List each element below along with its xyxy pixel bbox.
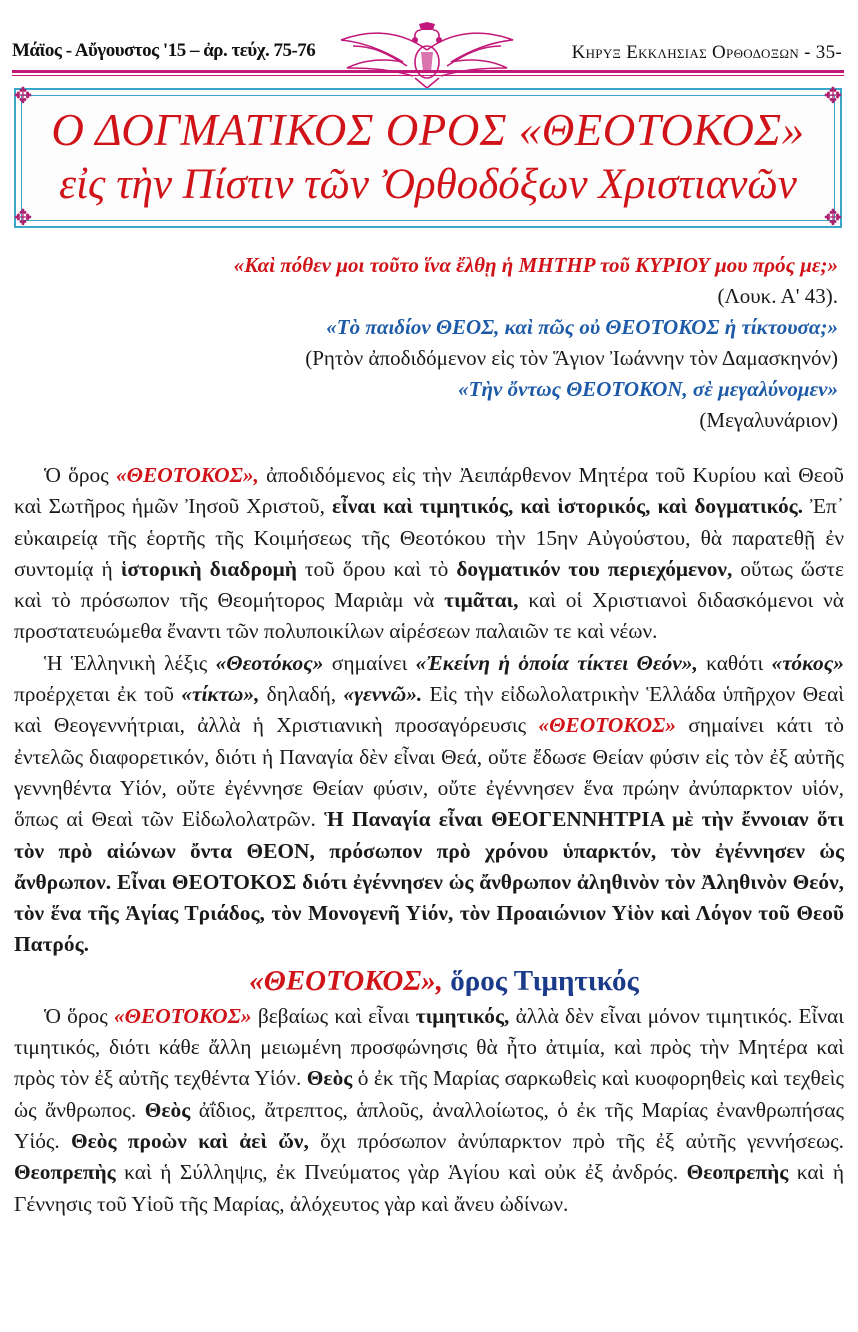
text-run: δηλαδή,: [259, 682, 344, 707]
text-run: τοῦ ὅρου καὶ τὸ: [296, 556, 457, 581]
header-rule: [12, 70, 844, 73]
text-run: ὄχι πρόσωπον ἀνύπαρκτον πρὸ τῆς ἐξ αὐτῆς γεννήσεως.: [308, 1128, 844, 1153]
emphasis-bold-italic: «τίκτω»,: [181, 682, 260, 707]
text-run: Ἐπ᾽ εὐκαιρείᾳ τῆς ἑορτῆς τῆς Κοιμήσεως τῆς Θεοτόκου τὴν 15ην Αὐγούστου, θὰ παρατεθῇ ἐν συντομίᾳ ἡ: [14, 494, 844, 581]
epigraph-quotes: [18, 250, 838, 436]
article-subtitle: εἰς τὴν Πίστιν τῶν Ὀρθοδόξων Χριστιανῶν: [59, 161, 797, 208]
quote-reference: (Ρητὸν ἀποδιδόμενον εἰς τὸν Ἅγιον Ἰωάννην τὸν Δαμασκηνόν): [305, 346, 838, 370]
section-heading-blue: ὅρος Τιμητικός: [442, 964, 639, 997]
text-run: ἀΐδιος, ἄτρεπτος, ἁπλοῦς, ἀναλλοίωτος, ὁ ἐκ τῆς Μαρίας ἐνανθρωπήσας Υἱός.: [14, 1097, 845, 1153]
emphasis-bold: Θεοπρεπὴς: [14, 1160, 116, 1185]
text-run: ὁ ἐκ τῆς Μαρίας σαρκωθεὶς καὶ κυοφορηθεὶς καὶ τεχθεὶς ὡς ἄνθρωπος.: [14, 1066, 844, 1122]
section-heading-red: «ΘΕΟΤΟΚΟΣ»,: [249, 964, 443, 997]
emphasis-bold-italic: «Θεοτόκος»: [215, 650, 324, 675]
emphasis-bold: Θεὸς προὼν καὶ ἀεὶ ὤν,: [71, 1128, 309, 1153]
quote-luke: «Καὶ πόθεν μοι τοῦτο ἵνα ἔλθῃ ἡ ΜΗΤΗΡ τοῦ ΚΥΡΙΟΥ μου πρός με;»: [233, 253, 838, 277]
double-headed-eagle-emblem: [333, 22, 521, 92]
text-run: Ἡ Ἑλληνικὴ λέξις: [44, 650, 216, 675]
text-run: βεβαίως καὶ εἶναι: [251, 1003, 416, 1028]
emphasis-bold: εἶναι καὶ τιμητικός, καὶ ἱστορικός, καὶ δογματικός.: [331, 494, 804, 519]
text-run: καθότι: [697, 650, 772, 675]
section-heading: [14, 961, 844, 1001]
paragraph-3: [14, 1001, 844, 1220]
emphasis-bold: Θεὸς: [306, 1066, 353, 1091]
text-run: Εἰς τὴν εἰδωλολατρικὴν Ἑλλάδα ὑπῆρχον Θεαὶ καὶ Θεογεννήτριαι, ἀλλὰ ἡ Χριστιανικὴ προσαγόρευσις: [14, 682, 845, 738]
corner-ornament-icon: ✥: [823, 206, 843, 231]
quote-damascene: «Τὸ παιδίον ΘΕΟΣ, καὶ πῶς οὐ ΘΕΟΤΟΚΟΣ ἡ τίκτουσα;»: [326, 315, 838, 339]
text-run: καὶ οἱ Χριστιανοὶ διδασκόμενοι νὰ προστατευώμεθα ἔναντι τῶν πολυποικίλων αἱρέσεων παλαιῶν τε καὶ νέων.: [14, 588, 844, 644]
article-body: [14, 460, 844, 1220]
text-run: Ὁ ὅρος: [44, 1003, 114, 1028]
emphasis-bold-italic: «γεννῶ».: [343, 682, 423, 707]
emphasis-bold: τιμητικός,: [415, 1003, 510, 1028]
text-run: ἀλλὰ δὲν εἶναι μόνον τιμητικός. Εἶναι τιμητικός, διότι κάθε ἄλλη μειωμένη προσφώνησις θὰ ἦτο ἀτιμία, καὶ πρὸς τὴν Μητέρα καὶ πρὸς τὸν ἐξ αὐτῆς τεχθέντα Υἱόν.: [14, 1003, 845, 1091]
emphasis-bold: Θεὸς: [144, 1097, 191, 1122]
article-title: Ο ΔΟΓΜΑΤΙΚΟΣ ΟΡΟΣ «ΘΕΟΤΟΚΟΣ»: [51, 105, 805, 155]
paragraph-1: [14, 460, 844, 648]
magazine-name-page-number: Κηρυξ Εκκλησιας Ορθοδοξων - 35-: [571, 42, 842, 63]
corner-ornament-icon: ✥: [13, 84, 33, 109]
title-frame: [13, 84, 843, 231]
emphasis-red: «ΘΕΟΤΟΚΟΣ»: [113, 1003, 252, 1028]
text-run: προέρχεται ἐκ τοῦ: [14, 682, 182, 707]
text-run: καὶ ἡ Γέννησις τοῦ Υἱοῦ τῆς Μαρίας, ἀλόχευτος γὰρ καὶ ἄνευ ὠδίνων.: [14, 1160, 845, 1216]
paragraph-2: [14, 648, 844, 961]
text-run: ἀποδιδόμενος εἰς τὴν Ἀειπάρθενον Μητέρα τοῦ Κυρίου καὶ Θεοῦ καὶ Σωτῆρος ἡμῶν Ἰησοῦ Χριστοῦ,: [14, 463, 844, 519]
emphasis-bold: τιμᾶται,: [444, 588, 519, 613]
text-run: καὶ ἡ Σύλληψις, ἐκ Πνεύματος γὰρ Ἁγίου καὶ οὐκ ἐξ ἀνδρός.: [115, 1160, 687, 1185]
quote-reference: (Μεγαλυνάριον): [699, 408, 838, 432]
header-rule-thin: [12, 75, 844, 76]
text-run: σημαίνει: [323, 650, 416, 675]
emphasis-bold: Θεοπρεπὴς: [686, 1160, 789, 1185]
emphasis-bold-italic: «τόκος»: [771, 650, 844, 675]
text-run: σημαίνει κάτι τὸ ἐντελῶς διαφορετικόν, διότι ἡ Παναγία δὲν εἶναι Θεά, οὔτε ἔδωσε Θείαν φύσιν εἰς τὸν ἐξ αὐτῆς γεννηθέντα Υἱόν, οὔτε ἐγέννησε Θείαν φύσιν, οὔτε ἐγέννησεν ἕνα πρώην ἀνύπαρκτον υἱόν, ὅπως αἱ Θεαὶ τῶν Εἰδωλολατρῶν.: [14, 713, 844, 832]
text-run: Ὁ ὅρος: [44, 463, 116, 487]
text-run: οὕτως ὥστε καὶ τὸ πρόσωπον τῆς Θεομήτορος Μαριὰμ νὰ: [14, 556, 844, 613]
emphasis-bold: ἱστορικὴ διαδρομὴ: [120, 556, 297, 581]
emphasis-bold: δογματικόν του περιεχόμενον,: [456, 556, 733, 581]
corner-ornament-icon: ✥: [13, 206, 33, 231]
emphasis-red: «ΘΕΟΤΟΚΟΣ»,: [115, 463, 259, 487]
quote-megalynarion: «Τὴν ὄντως ΘΕΟΤΟΚΟΝ, σὲ μεγαλύνομεν»: [458, 377, 838, 401]
quote-reference: (Λουκ. Α' 43).: [717, 284, 838, 308]
issue-info: Μάϊος - Αὔγουστος '15 – ἀρ. τεύχ. 75-76: [12, 40, 316, 61]
corner-ornament-icon: ✥: [823, 84, 843, 109]
emphasis-bold: Ἡ Παναγία εἶναι ΘΕΟΓΕΝΝΗΤΡΙΑ μὲ τὴν ἔννοιαν ὅτι τὸν πρὸ αἰώνων ὄντα ΘΕΟΝ, πρόσωπον πρὸ χρόνου ὑπαρκτόν, τὸν ἐγέννησεν ὡς ἄνθρωπον. Εἶναι ΘΕΟΤΟΚΟΣ διότι ἐγέννησεν ὡς ἄνθρωπον ἀληθινὸν τὸν Ἀληθινὸν Θεόν, τὸν ἕνα τῆς Ἁγίας Τριάδος, τὸν Μονογενῆ Υἱόν, τὸν Προαιώνιον Υἱὸν καὶ Λόγον τοῦ Θεοῦ Πατρός.: [14, 807, 845, 957]
emphasis-red: «ΘΕΟΤΟΚΟΣ»: [538, 713, 676, 738]
emphasis-bold-italic: «Ἐκείνη ἡ ὁποία τίκτει Θεόν»,: [415, 650, 698, 675]
